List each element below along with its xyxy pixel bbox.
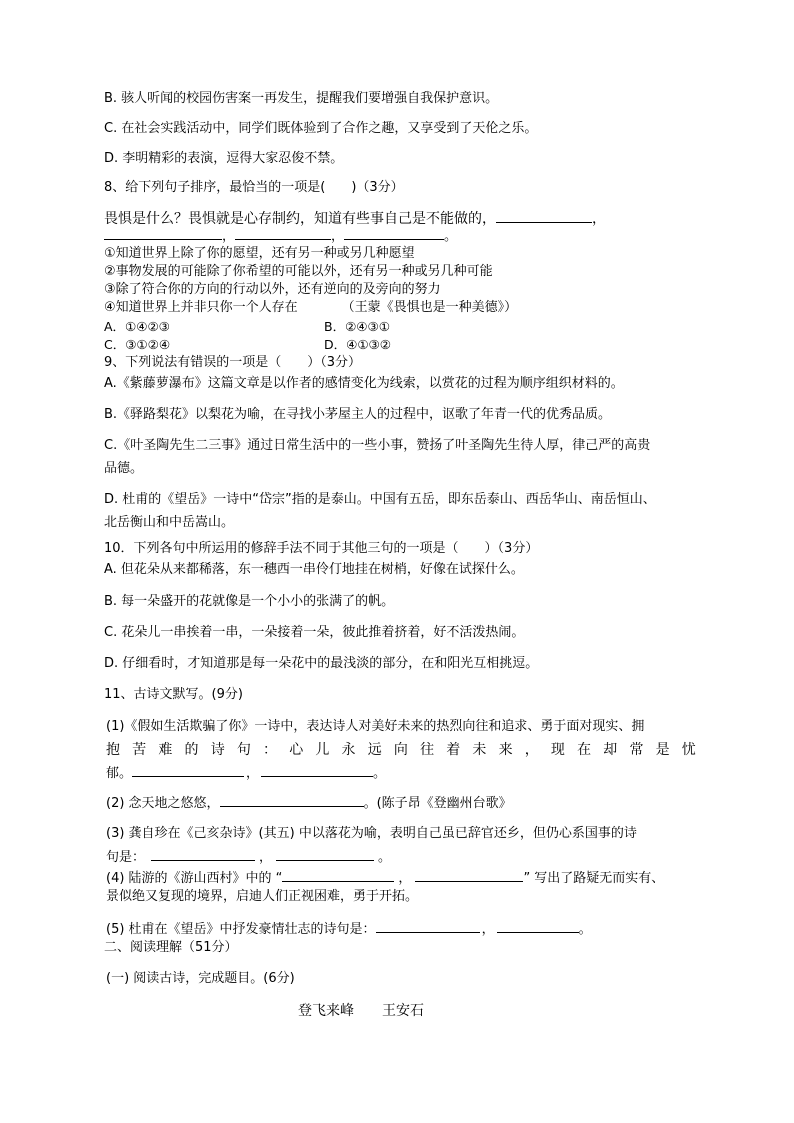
q11-p1-char: 永	[341, 742, 356, 758]
q11-p1-yu: 郁。	[106, 766, 133, 781]
q11-p4-blank-1[interactable]	[282, 868, 394, 882]
q9-option-d-line2: 北岳衡山和中岳嵩山。	[104, 515, 235, 530]
q11-p1-char: 却	[603, 742, 618, 758]
q11-p1-char: 苦	[132, 742, 147, 758]
q8-sentence-3: ③除了符合你的方向的行动以外，还有逆向的及旁向的努力	[104, 282, 441, 297]
q10-stem: 10．下列各句中所运用的修辞手法不同于其他三句的一项是（ ）（3分）	[104, 541, 539, 556]
q11-p2-blank[interactable]	[220, 793, 364, 807]
q7-option-b: B. 骇人听闻的校园伤害案一再发生，提醒我们要增强自我保护意识。	[104, 91, 499, 106]
q8-passage-text: 畏惧是什么？畏惧就是心存制约，知道有些事自己是不能做的，	[104, 211, 496, 227]
q11-p1-blank-1[interactable]	[132, 763, 244, 777]
q8-stem: 8、给下列句子排序，最恰当的一项是( )（3分）	[104, 180, 404, 195]
q8-option-d: D．④①③②	[324, 337, 391, 352]
q11-p1-line1: (1)《假如生活欺骗了你》一诗中，表达诗人对美好未来的热烈向往和追求、勇于面对现实、拥	[106, 719, 645, 734]
q11-p1-char: ，	[524, 742, 539, 758]
q11-p1-char: 向	[393, 742, 408, 758]
q10-option-d: D. 仔细看时，才知道那是每一朵花中的最浅淡的部分，在和阳光互相挑逗。	[104, 656, 539, 671]
q8-blank-2[interactable]	[104, 226, 222, 240]
q11-p5-period: 。	[578, 922, 592, 937]
q11-p1-char: 来	[498, 742, 513, 758]
q11-p1-char: 忧	[681, 742, 696, 758]
q11-p1-blank-2[interactable]	[261, 763, 373, 777]
q11-p5-text: (5) 杜甫在《望岳》中抒发豪情壮志的诗句是：	[106, 922, 376, 937]
q11-p3-period: 。	[378, 850, 392, 865]
q11-p1-line3	[106, 763, 386, 783]
q11-stem: 11、古诗文默写。(9分)	[104, 687, 243, 702]
q11-p3-text: 句是：	[106, 850, 146, 865]
q11-p1-char: 往	[420, 742, 435, 758]
q11-p1-char: 抱	[106, 742, 120, 758]
q11-p1-char: 儿	[315, 742, 330, 758]
q8-source: （王蒙《畏惧也是一种美德》）	[341, 300, 518, 315]
q11-p5-blank-2[interactable]	[497, 919, 579, 933]
q10-option-a: A. 但花朵从来都稀落，东一穗西一串伶仃地挂在树梢，好像在试探什么。	[104, 562, 524, 577]
q8-sentence-4	[104, 299, 517, 317]
q11-p2-source: 。(陈子昂《登幽州台歌》	[363, 796, 512, 811]
q11-p1-char: 是	[655, 742, 670, 758]
q11-p1-char: 着	[446, 742, 461, 758]
q11-p1-period: 。	[373, 766, 387, 781]
q11-p5-blank-1[interactable]	[376, 919, 480, 933]
q11-p1-comma: ，	[246, 766, 260, 781]
q11-p1-char: ：	[263, 742, 278, 758]
q7-option-c: C. 在社会实践活动中，同学们既体验到了合作之趣，又享受到了天伦之乐。	[104, 121, 538, 136]
q8-option-a: A．①④②③	[104, 319, 170, 334]
q8-passage-line2	[104, 226, 457, 246]
q11-p3-line2	[106, 847, 391, 867]
q11-p1-char: 常	[629, 742, 644, 758]
q11-p1-char: 在	[577, 742, 592, 758]
q11-p3-comma: ，	[259, 850, 273, 865]
q11-p2-text: (2) 念天地之悠悠，	[106, 796, 220, 811]
q11-p4-text: (4) 陆游的《游山西村》中的 “	[106, 871, 283, 886]
q8-comma: ，	[592, 211, 606, 227]
q10-option-c: C. 花朵儿一串挨着一串，一朵接着一朵，彼此推着挤着，好不活泼热闹。	[104, 625, 525, 640]
poem-title: 登飞来峰	[298, 1003, 354, 1019]
q11-p4-comma: ，	[398, 871, 412, 886]
q8-sentence-2: ②事物发展的可能除了你希望的可能以外，还有另一种或另几种可能	[104, 264, 493, 279]
q11-p1-line2	[106, 741, 696, 759]
q11-p1-char: 心	[289, 742, 304, 758]
q11-p1-char: 诗	[210, 742, 225, 758]
q9-option-b: B.《驿路梨花》以梨花为喻，在寻找小茅屋主人的过程中，讴歌了年青一代的优秀品质。	[104, 407, 612, 422]
q11-p5-comma: ，	[481, 922, 495, 937]
q8-blank-3[interactable]	[235, 226, 331, 240]
section-2-heading: 二、阅读理解（51分）	[104, 940, 238, 955]
q8-sentence-1: ①知道世界上除了你的愿望，还有另一种或另几种愿望	[104, 246, 415, 261]
q9-option-c-line1: C.《叶圣陶先生二三事》通过日常生活中的一些小事，赞扬了叶圣陶先生待人厚，律己严的高贵	[104, 438, 651, 453]
q11-p3-blank-2[interactable]	[276, 847, 374, 861]
q8-sentence-4-text: ④知道世界上并非只你一个人存在	[104, 300, 298, 315]
q11-p1-char: 难	[158, 742, 173, 758]
q9-option-c-line2: 品德。	[104, 461, 144, 476]
q8-blank-4[interactable]	[344, 226, 444, 240]
q7-option-d: D. 李明精彩的表演，逗得大家忍俊不禁。	[104, 151, 344, 166]
q11-p4-text-2: ” 写出了路疑无而实有、	[523, 871, 665, 886]
q11-p1-char: 的	[184, 742, 199, 758]
q8-comma-2: ，	[222, 229, 236, 244]
q11-p4-blank-2[interactable]	[415, 868, 523, 882]
q11-p5	[106, 919, 592, 939]
q11-p4-line1	[106, 868, 664, 888]
section-2-part-1: (一) 阅读古诗，完成题目。(6分)	[106, 971, 295, 986]
q9-option-d-line1: D. 杜甫的《望岳》一诗中“岱宗”指的是泰山。中国有五岳，即东岳泰山、西岳华山、南岳恒山、	[104, 492, 656, 507]
q8-option-b: B．②④③①	[324, 319, 390, 334]
q8-comma-3: ，	[331, 229, 345, 244]
q11-p2	[106, 793, 512, 813]
q11-p1-char: 现	[550, 742, 565, 758]
q9-stem: 9、下列说法有错误的一项是（ ）（3分）	[104, 355, 362, 370]
q11-p4-line2: 景似绝又复现的境界，启迪人们正视困难，勇于开拓。	[106, 889, 419, 904]
q11-p3-line1: (3) 龚自珍在《己亥杂诗》(其五) 中以落花为喻，表明自己虽已辞官还乡，但仍心系国事的诗	[106, 826, 637, 841]
q11-p1-char: 远	[367, 742, 382, 758]
q10-option-b: B. 每一朵盛开的花就像是一个小小的张满了的帆。	[104, 594, 395, 609]
q8-blank-1[interactable]	[496, 209, 592, 223]
q8-period: 。	[444, 229, 458, 244]
q11-p3-blank-1[interactable]	[151, 847, 255, 861]
poem-author: 王安石	[382, 1003, 424, 1019]
q9-option-a: A.《紫藤萝瀑布》这篇文章是以作者的感情变化为线索，以赏花的过程为顺序组织材料的。	[104, 376, 624, 391]
q11-p1-char: 未	[472, 742, 487, 758]
q11-p1-char: 句	[236, 742, 251, 758]
q8-option-c: C．③①②④	[104, 337, 171, 352]
